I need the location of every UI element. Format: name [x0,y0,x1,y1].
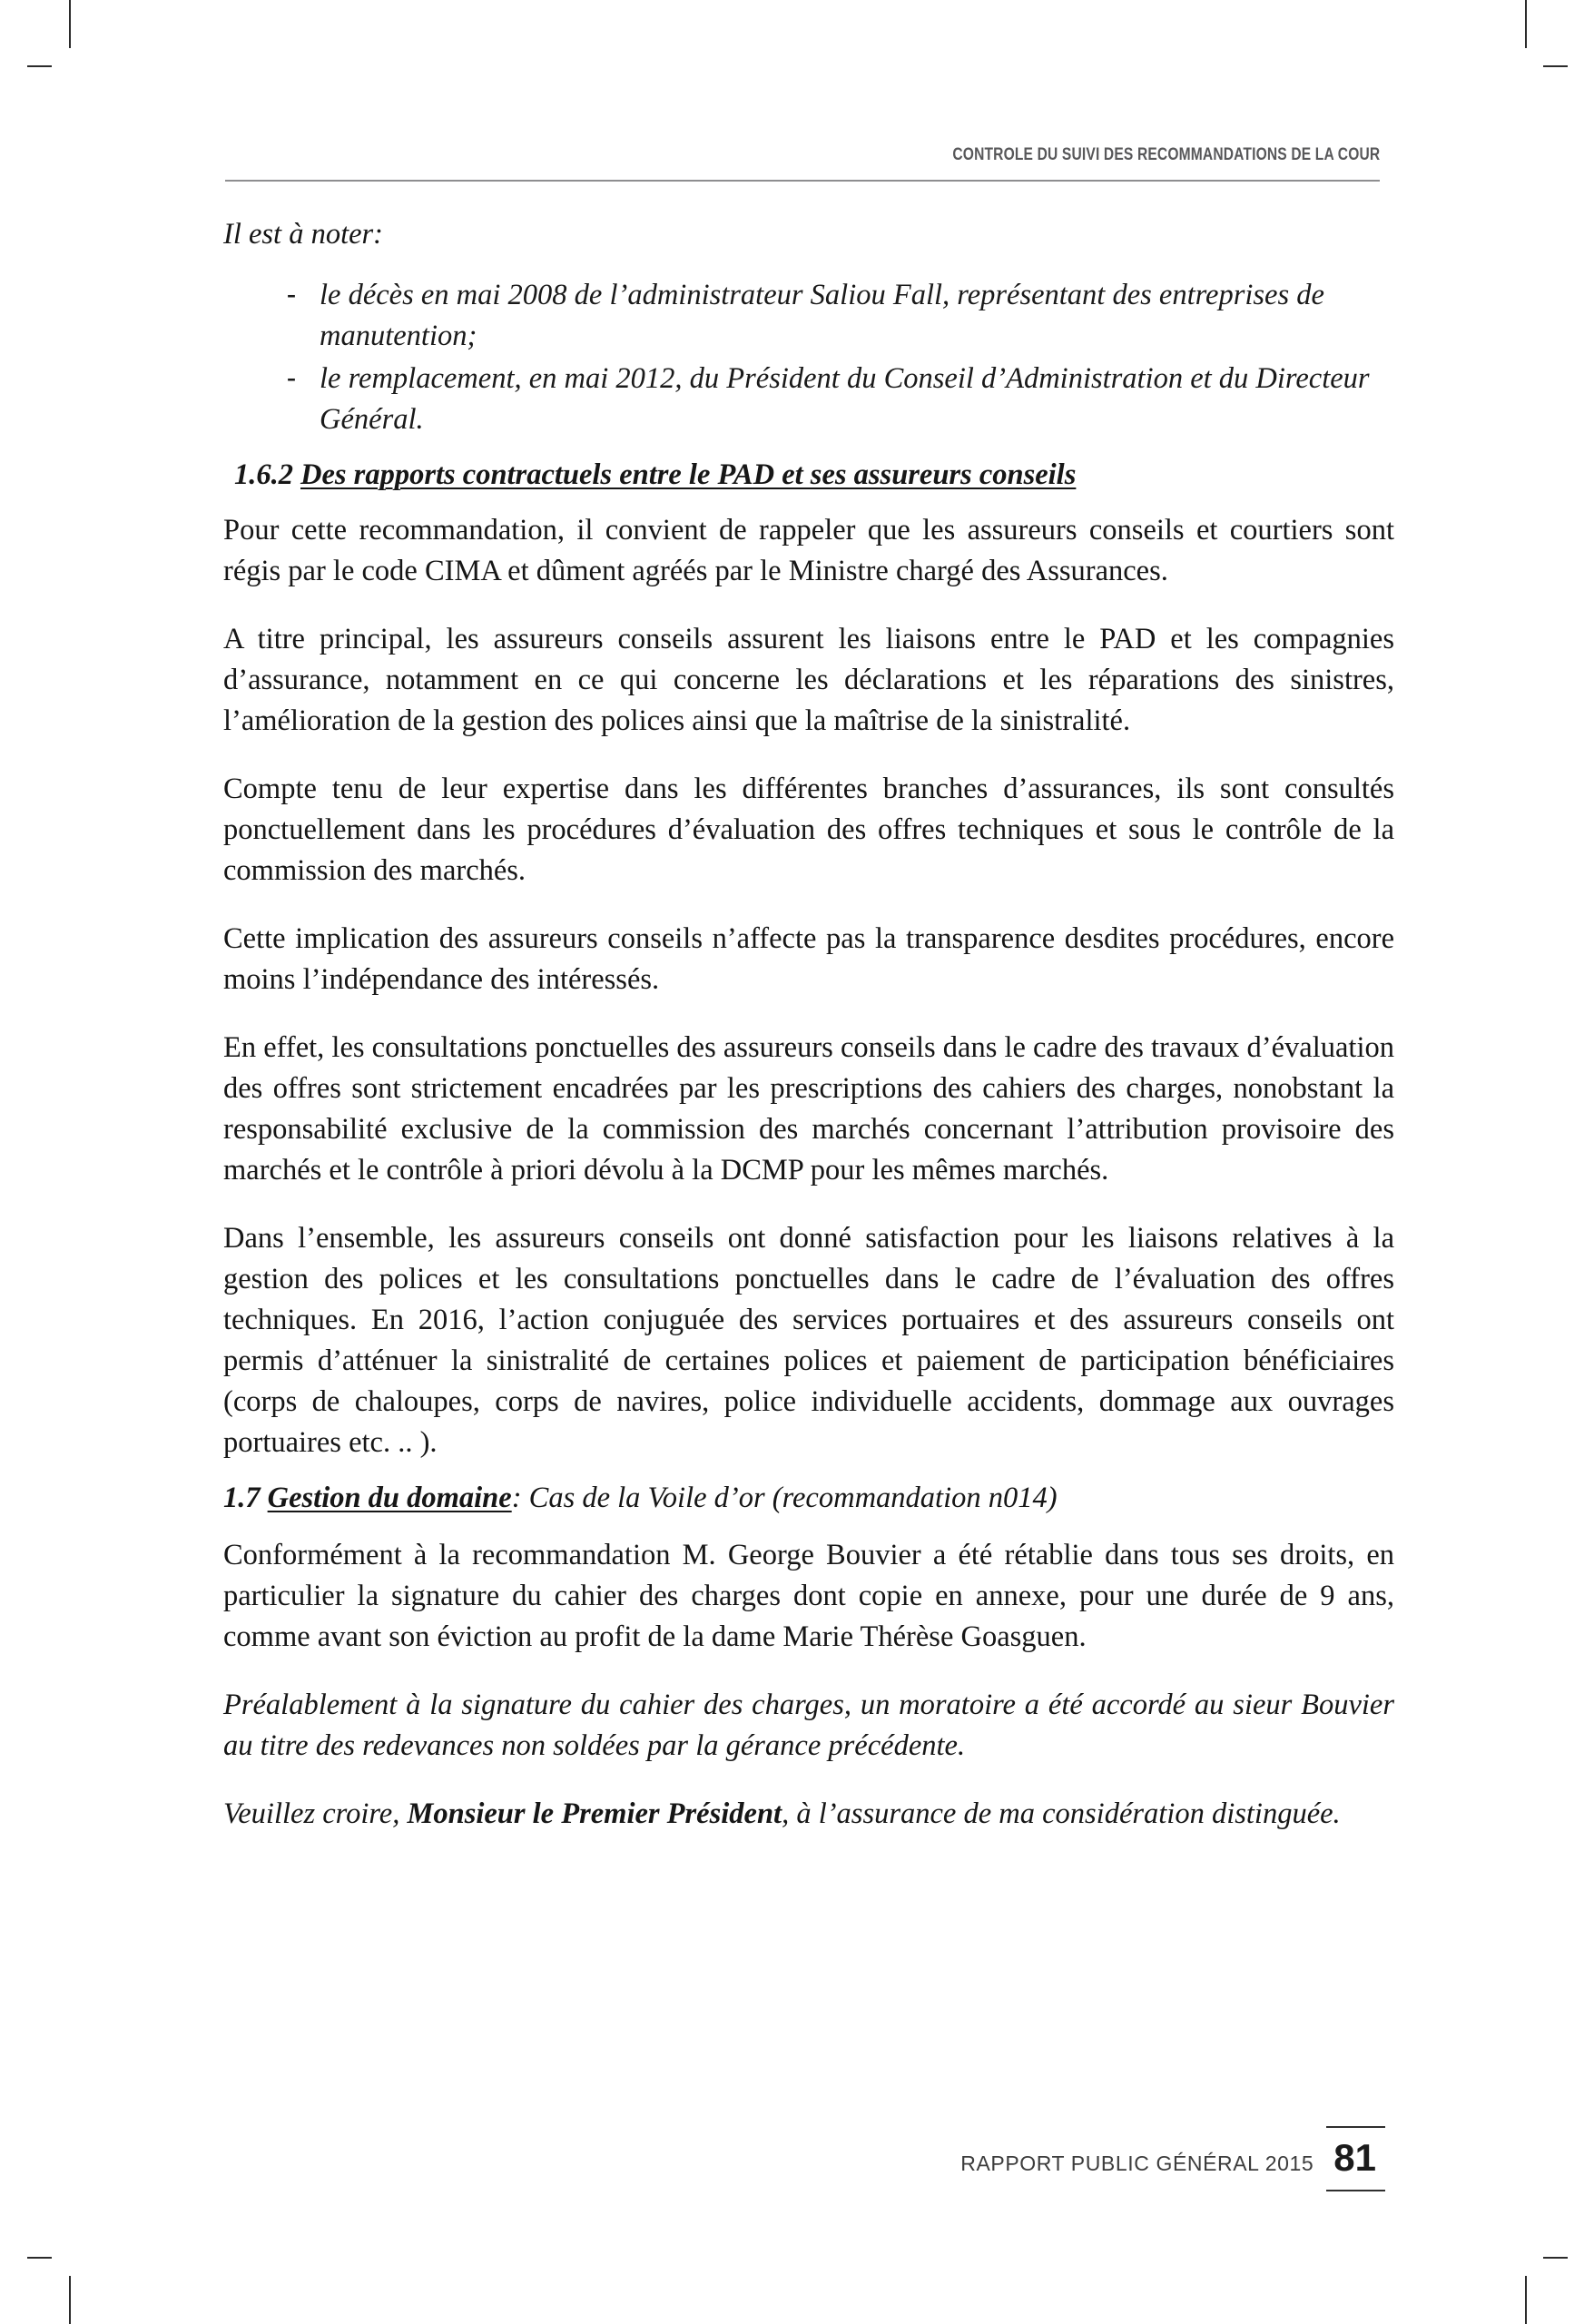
header-divider [225,180,1380,182]
section-number: 1.6.2 [234,458,293,491]
crop-mark-bottom-left-vertical [69,2276,71,2324]
list-item-text: le décès en mai 2008 de l’administrateur Saliou Fall, représentant des entreprises de manutention; [320,279,1324,352]
paragraph-2: A titre principal, les assureurs conseils assurent les liaisons entre le PAD et les compagnies d’assurance, notamment en ce qui concerne les déclarations et les réparations des sinistres, l’amélioration de la gestion des polices ainsi que la maîtrise de la sinistralité. [223,623,1394,737]
paragraph-3: Compte tenu de leur expertise dans les différentes branches d’assurances, ils sont consultés ponctuellement dans les procédures d’évaluation des offres techniques et sous le contrôle de la commission des marchés. [223,773,1394,887]
section-number: 1.7 [223,1482,261,1514]
running-header [225,145,1380,165]
paragraph-4: Cette implication des assureurs conseils n’affecte pas la transparence desdites procédures, encore moins l’indépendance des intéressés. [223,922,1394,996]
list-item [287,275,1394,357]
page-footer [960,2132,1380,2182]
paragraph-6: Dans l’ensemble, les assureurs conseils ont donné satisfaction pour les liaisons relatives à la gestion des polices et les consultations ponctuelles dans le cadre de l’évaluation des offres techniques. En 2016, l’action conjuguée des services portuaires et des assureurs conseils ont permis d’atténuer la sinistralité de certaines polices et paiement de participation bénéficiaires (corps de chaloupes, corps de navires, police individuelle accidents, dommage aux ouvrages portuaires etc. .. ). [223,1222,1394,1459]
lead-in-text: Il est à noter: [223,218,384,251]
section-subtitle: : Cas de la Voile d’or (recommandation n014) [511,1482,1058,1514]
dash-bullet-icon: - [287,362,296,392]
crop-mark-bottom-left-horizontal [27,2257,52,2259]
closing-after: , à l’assurance de ma considération distinguée. [782,1797,1341,1830]
crop-mark-top-right-vertical [1525,0,1527,48]
list-item-text: le remplacement, en mai 2012, du Président du Conseil d’Administration et du Directeur Général. [320,362,1370,436]
closing-paragraph [223,1794,1394,1835]
crop-mark-top-left-horizontal [27,65,52,67]
paragraph-1: Pour cette recommandation, il convient de rappeler que les assureurs conseils et courtiers sont régis par le code CIMA et dûment agréés par le Ministre chargé des Assurances. [223,514,1394,587]
crop-mark-top-right-horizontal [1543,65,1568,67]
closing-before: Veuillez croire, [223,1797,408,1830]
closing-emphasis: Monsieur le Premier Président [407,1797,782,1830]
document-body [223,214,1394,1835]
section-heading-1-6-2 [229,455,1394,496]
section-title: Des rapports contractuels entre le PAD et ses assureurs conseils [300,458,1077,491]
section-heading-1-7 [223,1478,1394,1519]
running-header-title: CONTROLE DU SUIVI DES RECOMMANDATIONS DE LA COUR [952,145,1380,164]
crop-mark-top-left-vertical [69,0,71,48]
paragraph-5: En effet, les consultations ponctuelles des assureurs conseils dans le cadre des travaux d’évaluation des offres sont strictement encadrées par les prescriptions des cahiers des charges, nonobstant la responsabilité exclusive de la commission des marchés concernant l’attribution provisoire des marchés et le contrôle à priori dévolu à la DCMP pour les mêmes marchés. [223,1031,1394,1187]
page-number: 81 [1333,2136,1376,2179]
section-title: Gestion du domaine [267,1482,512,1514]
bullet-list [223,275,1394,440]
footer-label: RAPPORT PUBLIC GÉNÉRAL 2015 [960,2152,1314,2175]
page-number-frame [1324,2132,1380,2182]
dash-bullet-icon: - [287,279,296,309]
paragraph-8: Préalablement à la signature du cahier des charges, un moratoire a été accordé au sieur Bouvier au titre des redevances non soldées par la gérance précédente. [223,1689,1394,1762]
paragraph-7: Conformément à la recommandation M. George Bouvier a été rétablie dans tous ses droits, en particulier la signature du cahier des charges dont copie en annexe, pour une durée de 9 ans, comme avant son éviction au profit de la dame Marie Thérèse Goasguen. [223,1539,1394,1653]
list-item [287,359,1394,440]
crop-mark-bottom-right-vertical [1525,2276,1527,2324]
crop-mark-bottom-right-horizontal [1543,2257,1568,2259]
